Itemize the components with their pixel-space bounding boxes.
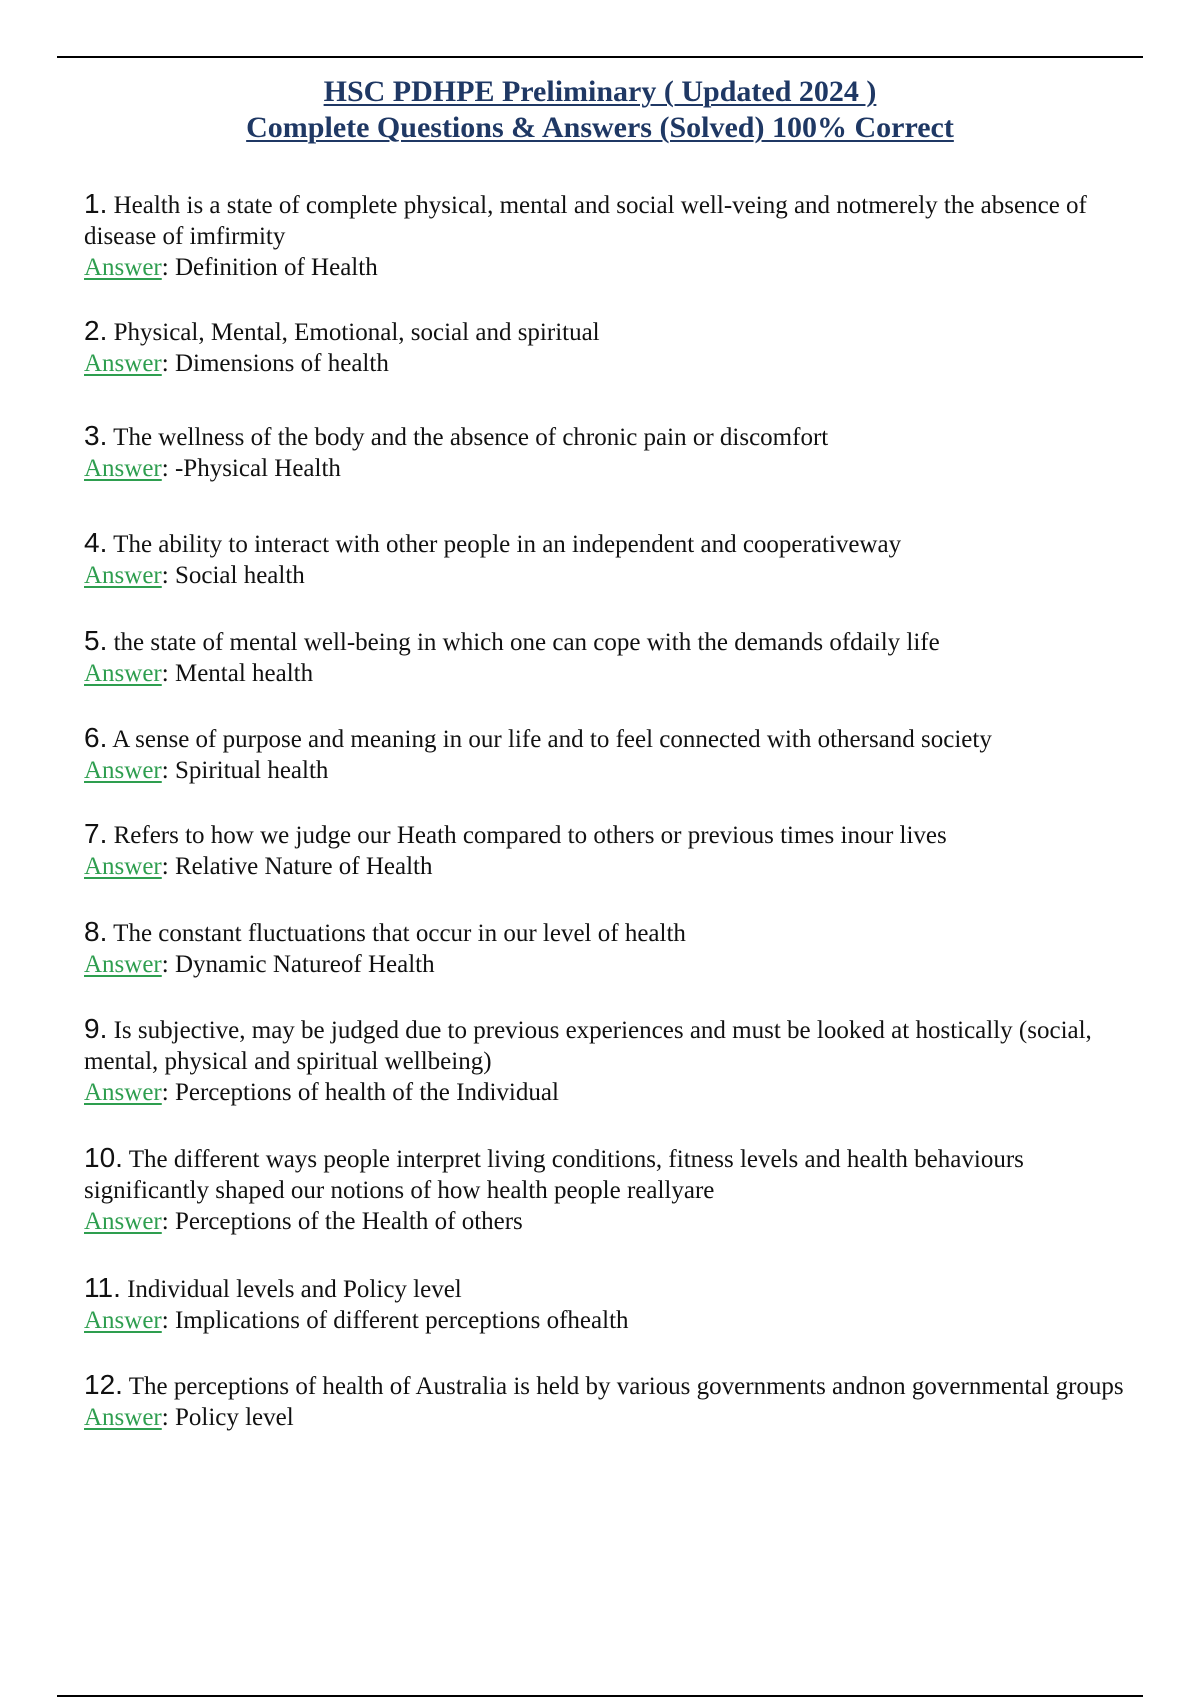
- question-text: the state of mental well-being in which one can cope with the demands ofdaily life: [113, 629, 940, 656]
- question-number: 6.: [84, 722, 108, 753]
- question-number: 7.: [84, 818, 108, 849]
- question-number: 8.: [84, 916, 108, 947]
- answer-label: Answer: [84, 1208, 162, 1235]
- title-line-1: HSC PDHPE Preliminary ( Updated 2024 ): [323, 75, 877, 108]
- question-text: Individual levels and Policy level: [127, 1276, 462, 1303]
- qa-item-4: 4. The ability to interact with other people in an independent and cooperativeway Answer: Social health: [84, 527, 902, 589]
- answer-label: Answer: [84, 1404, 162, 1431]
- answer-text: -Physical Health: [174, 455, 341, 482]
- question-number: 2.: [84, 315, 108, 346]
- answer-text: Relative Nature of Health: [174, 853, 433, 880]
- qa-item-8: 8. The constant fluctuations that occur in our level of health Answer: Dynamic Natureof Health: [84, 916, 686, 978]
- question-number: 3.: [84, 420, 108, 451]
- answer-label: Answer: [84, 350, 162, 377]
- question-text: Is subjective, may be judged due to previous experiences and must be looked at hostically (social, mental, physical and spiritual wellbeing): [84, 1017, 1092, 1075]
- question-text: Health is a state of complete physical, mental and social well-veing and notmerely the absence of disease of imfirmity: [84, 192, 1087, 250]
- answer-text: Perceptions of health of the Individual: [174, 1079, 559, 1106]
- qa-item-3: 3. The wellness of the body and the absence of chronic pain or discomfort Answer: -Physical Health: [84, 420, 829, 482]
- answer-label: Answer: [84, 1307, 162, 1334]
- answer-text: Social health: [174, 562, 305, 589]
- qa-item-10: 10. The different ways people interpret living conditions, fitness levels and health behaviours significantly shaped our notions of how health people reallyare Answer: Perceptions of the Health of others: [84, 1142, 1024, 1235]
- answer-text: Mental health: [174, 660, 314, 687]
- answer-text: Dynamic Natureof Health: [174, 951, 435, 978]
- qa-item-7: 7. Refers to how we judge our Heath compared to others or previous times inour lives Answer: Relative Nature of Health: [84, 818, 947, 880]
- question-text: Refers to how we judge our Heath compared to others or previous times inour lives: [113, 822, 947, 849]
- answer-label: Answer: [84, 455, 162, 482]
- answer-text: Perceptions of the Health of others: [174, 1208, 523, 1235]
- question-number: 1.: [84, 188, 108, 219]
- question-text: The wellness of the body and the absence of chronic pain or discomfort: [113, 424, 829, 451]
- answer-label: Answer: [84, 757, 162, 784]
- answer-text: Dimensions of health: [174, 350, 389, 377]
- answer-label: Answer: [84, 951, 162, 978]
- question-text: A sense of purpose and meaning in our life and to feel connected with othersand society: [112, 726, 992, 753]
- question-text: The different ways people interpret living conditions, fitness levels and health behaviours significantly shaped our notions of how health people reallyare: [84, 1146, 1024, 1204]
- qa-item-9: 9. Is subjective, may be judged due to previous experiences and must be looked at hostically (social, mental, physical and spiritual wellbeing) Answer: Perceptions of health of the Individual: [84, 1013, 1092, 1106]
- question-number: 4.: [84, 527, 108, 558]
- answer-text: Policy level: [174, 1404, 294, 1431]
- answer-text: Spiritual health: [174, 757, 329, 784]
- question-number: 12.: [84, 1369, 123, 1400]
- answer-label: Answer: [84, 1079, 162, 1106]
- title-line-2: Complete Questions & Answers (Solved) 100% Correct: [246, 111, 954, 144]
- qa-item-12: 12. The perceptions of health of Australia is held by various governments andnon governmental groups Answer: Policy level: [84, 1369, 1124, 1431]
- answer-text: Implications of different perceptions ofhealth: [174, 1307, 629, 1334]
- answer-text: Definition of Health: [174, 254, 378, 281]
- answer-label: Answer: [84, 853, 162, 880]
- question-number: 10.: [84, 1142, 123, 1173]
- question-text: The perceptions of health of Australia is held by various governments andnon governmental groups: [128, 1373, 1124, 1400]
- qa-item-1: 1. Health is a state of complete physical, mental and social well-veing and notmerely the absence of disease of imfirmity Answer: Definition of Health: [84, 188, 1087, 281]
- document-title: [0, 74, 1200, 146]
- question-text: Physical, Mental, Emotional, social and spiritual: [113, 319, 600, 346]
- answer-label: Answer: [84, 254, 162, 281]
- qa-item-2: 2. Physical, Mental, Emotional, social and spiritual Answer: Dimensions of health: [84, 315, 600, 377]
- qa-item-6: 6. A sense of purpose and meaning in our life and to feel connected with othersand society Answer: Spiritual health: [84, 722, 992, 784]
- question-number: 9.: [84, 1013, 108, 1044]
- answer-label: Answer: [84, 660, 162, 687]
- question-number: 5.: [84, 625, 108, 656]
- question-text: The ability to interact with other people in an independent and cooperativeway: [113, 531, 902, 558]
- bottom-rule: [57, 1695, 1143, 1697]
- qa-item-11: 11. Individual levels and Policy level Answer: Implications of different perceptions ofhealth: [84, 1272, 629, 1334]
- question-text: The constant fluctuations that occur in our level of health: [113, 920, 686, 947]
- top-rule: [57, 56, 1143, 58]
- qa-item-5: 5. the state of mental well-being in which one can cope with the demands ofdaily life Answer: Mental health: [84, 625, 940, 687]
- answer-label: Answer: [84, 562, 162, 589]
- question-number: 11.: [84, 1272, 121, 1303]
